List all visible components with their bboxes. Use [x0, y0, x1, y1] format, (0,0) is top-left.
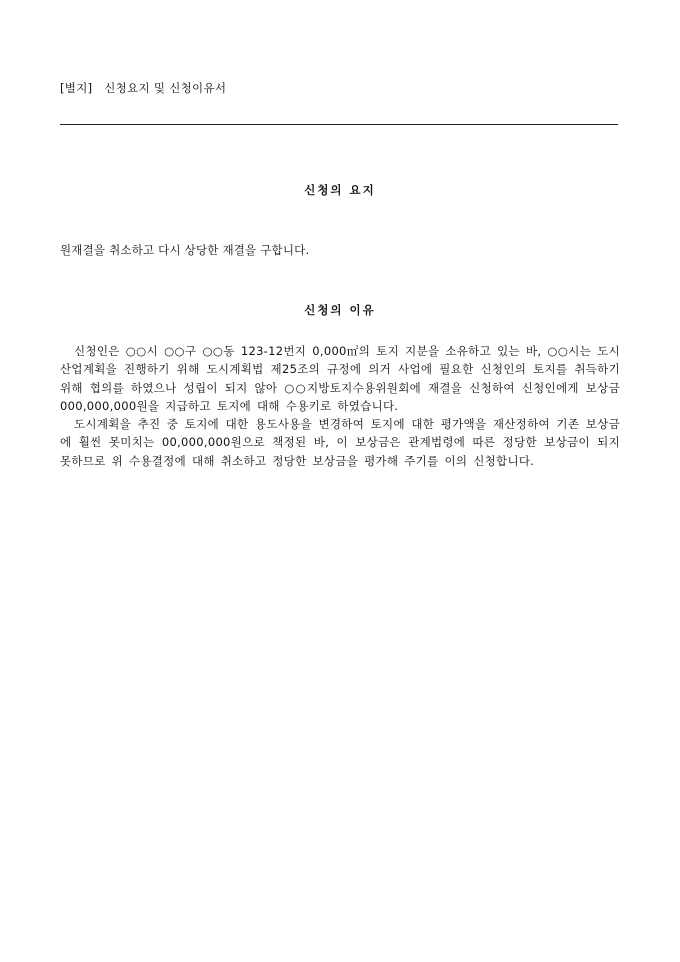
reason-body [60, 342, 620, 470]
attachment-header: [별지] 신청요지 및 신청이유서 [60, 81, 227, 95]
reason-paragraph: 도시계획을 추진 중 토지에 대한 용도사용을 변경하여 토지에 대한 평가액을 재산정하여 기존 보상금에 훨씬 못미치는 00,000,000원으로 책정된 바, 이 보상금은 관계법령에 따른 정당한 보상금이 되지 못하므로 위 수용결정에 대해 취소하고 정당한 보상금을 평가해 주기를 이의 신청합니다. [60, 417, 620, 468]
summary-text: 원재결을 취소하고 다시 상당한 재결을 구합니다. [60, 243, 310, 257]
header-divider [60, 124, 618, 125]
reason-heading: 신청의 이유 [304, 303, 376, 317]
summary-heading: 신청의 요지 [304, 183, 376, 197]
reason-paragraph: 신청인은 ○○시 ○○구 ○○동 123-12번지 0,000㎡의 토지 지분을 소유하고 있는 바, ○○시는 도시산업계획을 진행하기 위해 도시계획법 제25조의 규정에 의거 사업에 필요한 신청인의 토지를 취득하기 위해 협의를 하였으나 성립이 되지 않아 ○○지방토지수용위원회에 재결을 신청하여 신청인에게 보상금 000,000,000원을 지급하고 토지에 대해 수용키로 하였습니다. [60, 344, 620, 413]
